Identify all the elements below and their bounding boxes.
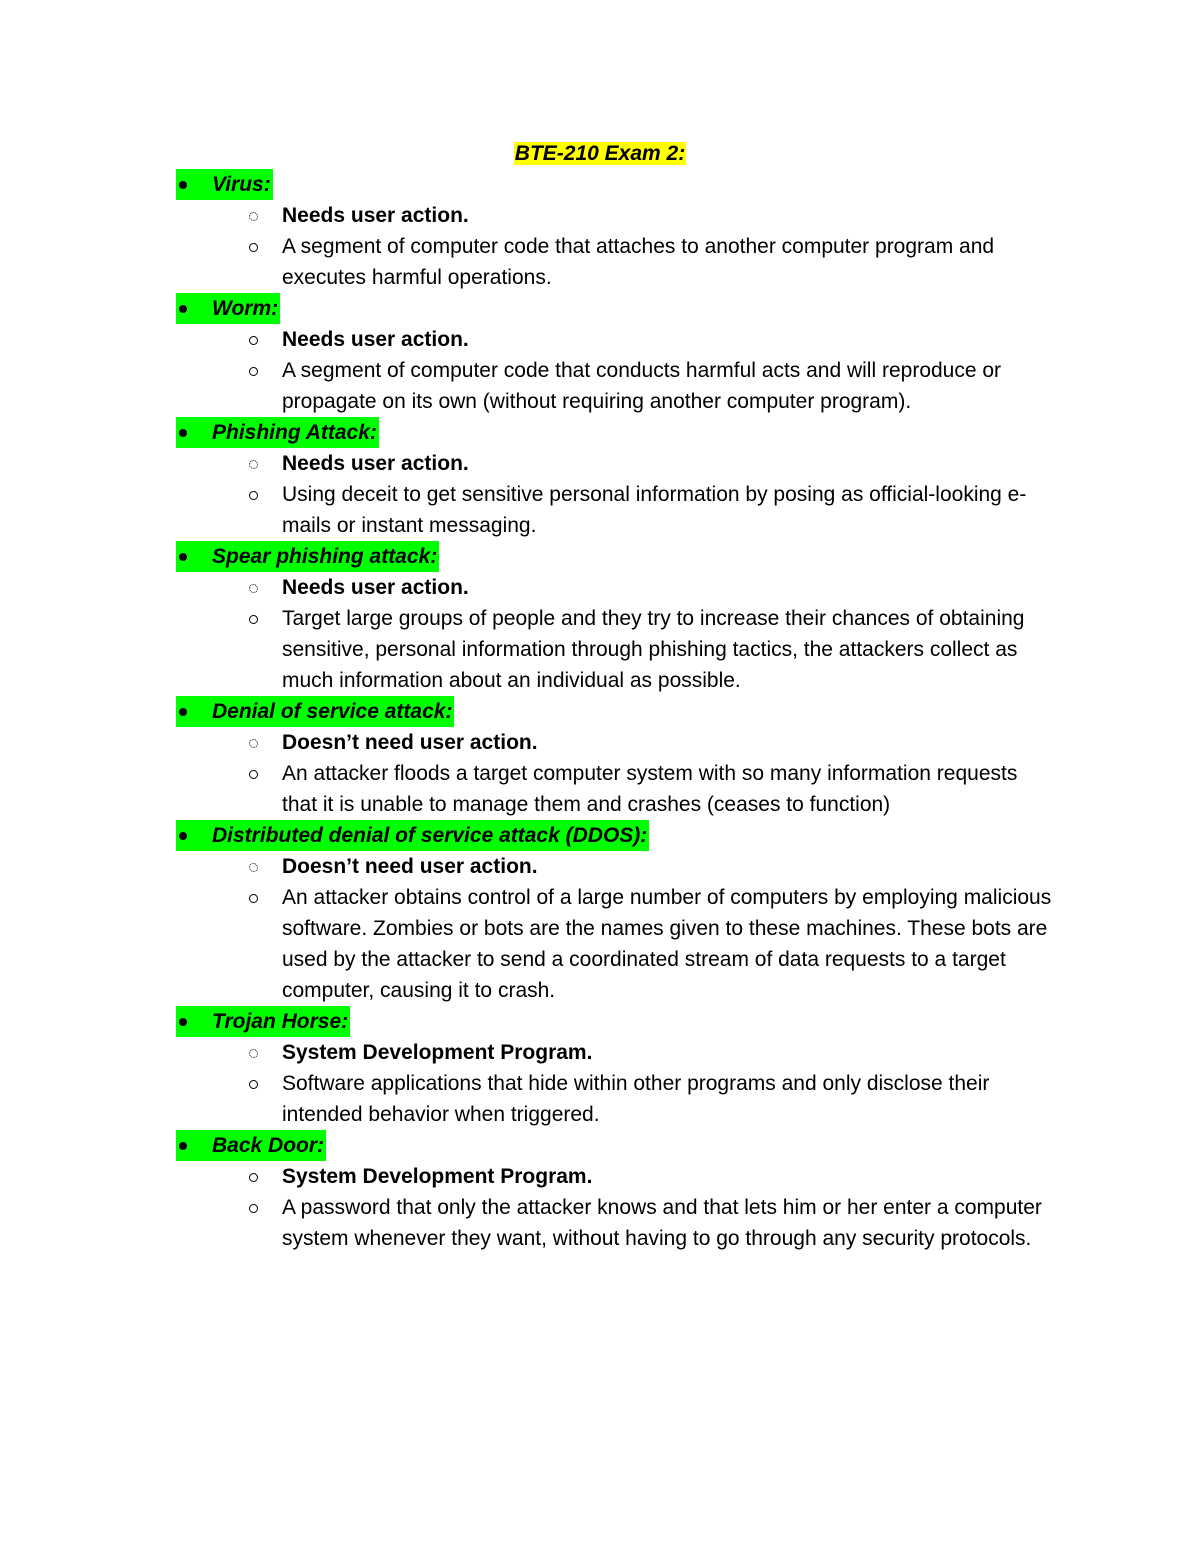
- hollow-bullet-icon: [249, 770, 258, 779]
- filled-bullet-icon: [176, 293, 212, 324]
- term-heading: [176, 1006, 1056, 1037]
- hollow-bullet-icon: [249, 584, 258, 593]
- hollow-bullet-icon: [249, 212, 258, 221]
- term-definition-text: A password that only the attacker knows and that lets him or her enter a computer system whenever they want, without having to go through any security protocols.: [282, 1196, 1042, 1250]
- hollow-bullet-icon: [249, 336, 258, 345]
- term-definition: [176, 479, 1056, 541]
- term-action-text: Doesn’t need user action.: [282, 731, 538, 754]
- term-action-text: Needs user action.: [282, 328, 469, 351]
- hollow-bullet-icon: [249, 243, 258, 252]
- term-definition-text: An attacker floods a target computer system with so many information requests that it is unable to manage them and crashes (ceases to function): [282, 762, 1018, 816]
- term-definition: [176, 355, 1056, 417]
- term-highlight: [176, 541, 439, 572]
- term-item-back-door: [176, 1130, 1056, 1254]
- hollow-bullet-icon: [249, 863, 258, 872]
- filled-bullet-icon: [176, 820, 212, 851]
- term-highlight: [176, 696, 454, 727]
- filled-bullet-icon: [176, 417, 212, 448]
- term-heading: [176, 169, 1056, 200]
- term-action-text: Doesn’t need user action.: [282, 855, 538, 878]
- term-definition: [176, 1068, 1056, 1130]
- term-item-denial-of-service-attack: [176, 696, 1056, 820]
- term-action-text: System Development Program.: [282, 1041, 593, 1064]
- term-item-worm: [176, 293, 1056, 417]
- hollow-bullet-icon: [249, 367, 258, 376]
- term-definition: [176, 1192, 1056, 1254]
- filled-bullet-icon: [176, 696, 212, 727]
- term-definition-text: Software applications that hide within other programs and only disclose their intended behavior when triggered.: [282, 1072, 990, 1126]
- term-item-virus: [176, 169, 1056, 293]
- term-definition: [176, 603, 1056, 696]
- term-heading: [176, 417, 1056, 448]
- term-list: [176, 169, 1056, 1254]
- hollow-bullet-icon: [249, 1049, 258, 1058]
- term-definition: [176, 882, 1056, 1006]
- term-action: [176, 1161, 1056, 1192]
- term-action-text: Needs user action.: [282, 204, 469, 227]
- term-heading: [176, 696, 1056, 727]
- term-action: [176, 324, 1056, 355]
- term-heading: [176, 820, 1056, 851]
- term-item-spear-phishing-attack: [176, 541, 1056, 696]
- term-definition-text: A segment of computer code that conducts harmful acts and will reproduce or propagate on its own (without requiring another computer program).: [282, 359, 1002, 413]
- term-heading: [176, 1130, 1056, 1161]
- term-definition: [176, 231, 1056, 293]
- hollow-bullet-icon: [249, 1173, 258, 1182]
- filled-bullet-icon: [176, 1006, 212, 1037]
- term-action-text: System Development Program.: [282, 1165, 593, 1188]
- term-action: [176, 1037, 1056, 1068]
- hollow-bullet-icon: [249, 894, 258, 903]
- hollow-bullet-icon: [249, 460, 258, 469]
- filled-bullet-icon: [176, 541, 212, 572]
- term-name: Back Door:: [212, 1134, 325, 1157]
- term-heading: [176, 293, 1056, 324]
- hollow-bullet-icon: [249, 1080, 258, 1089]
- term-name: Spear phishing attack:: [212, 545, 438, 568]
- hollow-bullet-icon: [249, 739, 258, 748]
- term-name: Phishing Attack:: [212, 421, 377, 444]
- term-name: Virus:: [212, 173, 271, 196]
- hollow-bullet-icon: [249, 1204, 258, 1213]
- hollow-bullet-icon: [249, 615, 258, 624]
- term-action: [176, 448, 1056, 479]
- document-title-text: BTE-210 Exam 2:: [514, 142, 686, 165]
- term-item-ddos: [176, 820, 1056, 1006]
- term-item-phishing-attack: [176, 417, 1056, 541]
- term-definition-text: Target large groups of people and they try to increase their chances of obtaining sensitive, personal information through phishing tactics, the attackers collect as much information about an individual as possible.: [282, 607, 1025, 692]
- term-action-text: Needs user action.: [282, 576, 469, 599]
- term-definition-text: An attacker obtains control of a large number of computers by employing malicious software. Zombies or bots are the names given to these machines. These bots are used by the attacker to send a coordinated stream of data requests to a target computer, causing it to crash.: [282, 886, 1052, 1002]
- term-name: Distributed denial of service attack (DDOS):: [212, 824, 648, 847]
- document-title: [0, 138, 1200, 169]
- term-name: Trojan Horse:: [212, 1010, 349, 1033]
- term-action: [176, 727, 1056, 758]
- filled-bullet-icon: [176, 169, 212, 200]
- term-name: Worm:: [212, 297, 279, 320]
- term-item-trojan-horse: [176, 1006, 1056, 1130]
- term-action: [176, 200, 1056, 231]
- term-definition-text: A segment of computer code that attaches to another computer program and executes harmful operations.: [282, 235, 995, 289]
- term-definition-text: Using deceit to get sensitive personal information by posing as official-looking e-mails or instant messaging.: [282, 483, 1027, 537]
- term-action: [176, 851, 1056, 882]
- term-action: [176, 572, 1056, 603]
- term-definition: [176, 758, 1056, 820]
- hollow-bullet-icon: [249, 491, 258, 500]
- filled-bullet-icon: [176, 1130, 212, 1161]
- term-action-text: Needs user action.: [282, 452, 469, 475]
- term-heading: [176, 541, 1056, 572]
- term-name: Denial of service attack:: [212, 700, 453, 723]
- term-highlight: [176, 820, 649, 851]
